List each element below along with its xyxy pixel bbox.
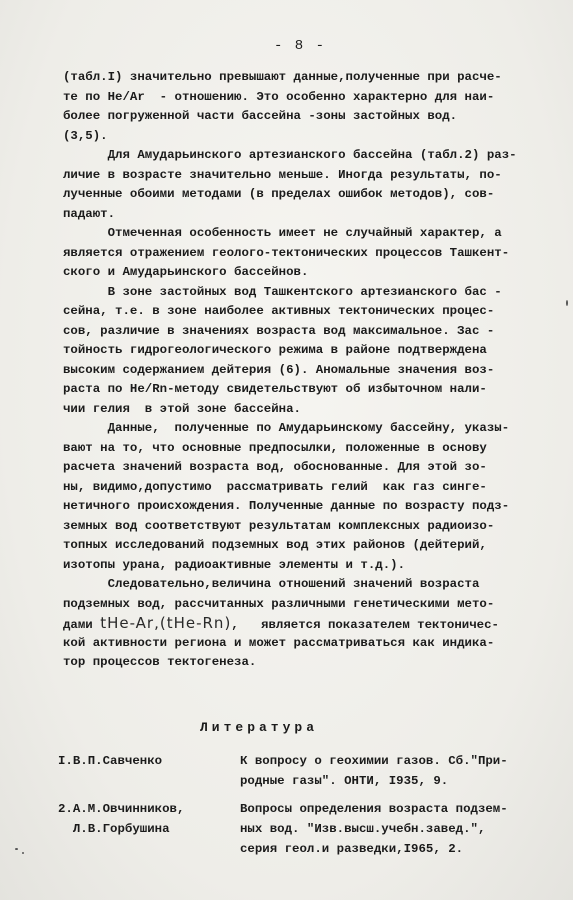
scan-speck bbox=[15, 848, 18, 850]
body-line: сейна, т.е. в зоне наиболее активных тектонических процес- bbox=[63, 304, 495, 318]
reference-1-author: I.В.П.Савченко bbox=[58, 754, 163, 768]
scan-speck bbox=[22, 852, 24, 854]
body-line: вают на то, что основные предпосылки, положенные в основу bbox=[63, 440, 487, 455]
body-line: ны, видимо,допустимо рассматривать гелий как газ синге- bbox=[63, 479, 487, 494]
body-line: ского и Амударьинского бассейнов. bbox=[63, 265, 309, 279]
body-line: Отмеченная особенность имеет не случайный характер, а bbox=[63, 226, 502, 240]
body-line: лученные обоими методами (в пределах ошибок методов), сов- bbox=[63, 187, 495, 201]
formula-suffix: , является показателем тектоничес- bbox=[231, 618, 499, 632]
body-line: расчета значений возраста вод, обоснованные. Для этой зо- bbox=[63, 460, 487, 474]
body-line: чии гелия в этой зоне бассейна. bbox=[63, 401, 301, 416]
reference-2-author: 2.А.М.Овчинников, Л.В.Горбушина bbox=[58, 802, 185, 836]
reference-1-text: К вопросу о геохимии газов. Сб."При- родные газы". ОНТИ, I935, 9. bbox=[240, 754, 508, 788]
page-number: - 8 - bbox=[273, 38, 326, 54]
body-line: те по He/Ar - отношению. Это особенно характерно для наи- bbox=[63, 89, 495, 104]
body-line: тойность гидрогеологического режима в районе подтверждена bbox=[63, 343, 487, 357]
body-line: падают. bbox=[63, 206, 116, 221]
body-line: раста по He/Rn-методу свидетельствуют об избыточном нали- bbox=[63, 382, 487, 396]
body-line: более погруженной части бассейна -зоны застойных вод. bbox=[63, 109, 458, 123]
handwritten-formula: tHe-Ar,(tHe-Rn) bbox=[100, 614, 232, 632]
body-line: сов, различие в значениях возраста вод максимальное. Зас - bbox=[63, 323, 495, 338]
body-line: топных исследований подземных вод этих районов (дейтерий, bbox=[63, 538, 487, 552]
body-line: Для Амударьинского артезианского бассейна (табл.2) раз- bbox=[63, 148, 517, 162]
formula-prefix: дами bbox=[63, 618, 101, 632]
body-line: земных вод соответствуют результатам комплексных радиоизо- bbox=[63, 518, 495, 533]
body-line: Следовательно,величина отношений значений возраста bbox=[63, 577, 480, 591]
body-line: Данные, полученные по Амударьинскому бассейну, указы- bbox=[63, 421, 510, 435]
references-title: Литература bbox=[200, 720, 319, 735]
body-line: тор процессов тектогенеза. bbox=[63, 655, 257, 669]
body-line: (табл.I) значительно превышают данные,полученные при расче- bbox=[63, 70, 502, 84]
body-line: кой активности региона и может рассматриваться как индика- bbox=[63, 635, 495, 650]
body-line: является отражением геолого-тектонических процессов Ташкент- bbox=[63, 245, 510, 260]
body-line: личие в возрасте значительно меньше. Иногда результаты, по- bbox=[63, 167, 502, 182]
reference-2-text: Вопросы определения возраста подзем- ных вод. "Изв.высш.учебн.завед.", серия геол.и разведки,I965, 2. bbox=[240, 802, 508, 856]
body-line: В зоне застойных вод Ташкентского артезианского бас - bbox=[63, 284, 502, 299]
body-line: (3,5). bbox=[63, 128, 108, 143]
body-line: высоким содержанием дейтерия (6). Аномальные значения воз- bbox=[63, 362, 495, 377]
formula-line bbox=[63, 614, 563, 634]
body-line: нетичного происхождения. Полученные данные по возрасту подз- bbox=[63, 499, 510, 513]
body-line: подземных вод, рассчитанных различными генетическими мето- bbox=[63, 596, 495, 611]
body-line: изотопы урана, радиоактивные элементы и т.д.). bbox=[63, 557, 406, 572]
body-text bbox=[63, 68, 563, 673]
scan-speck bbox=[566, 300, 568, 306]
